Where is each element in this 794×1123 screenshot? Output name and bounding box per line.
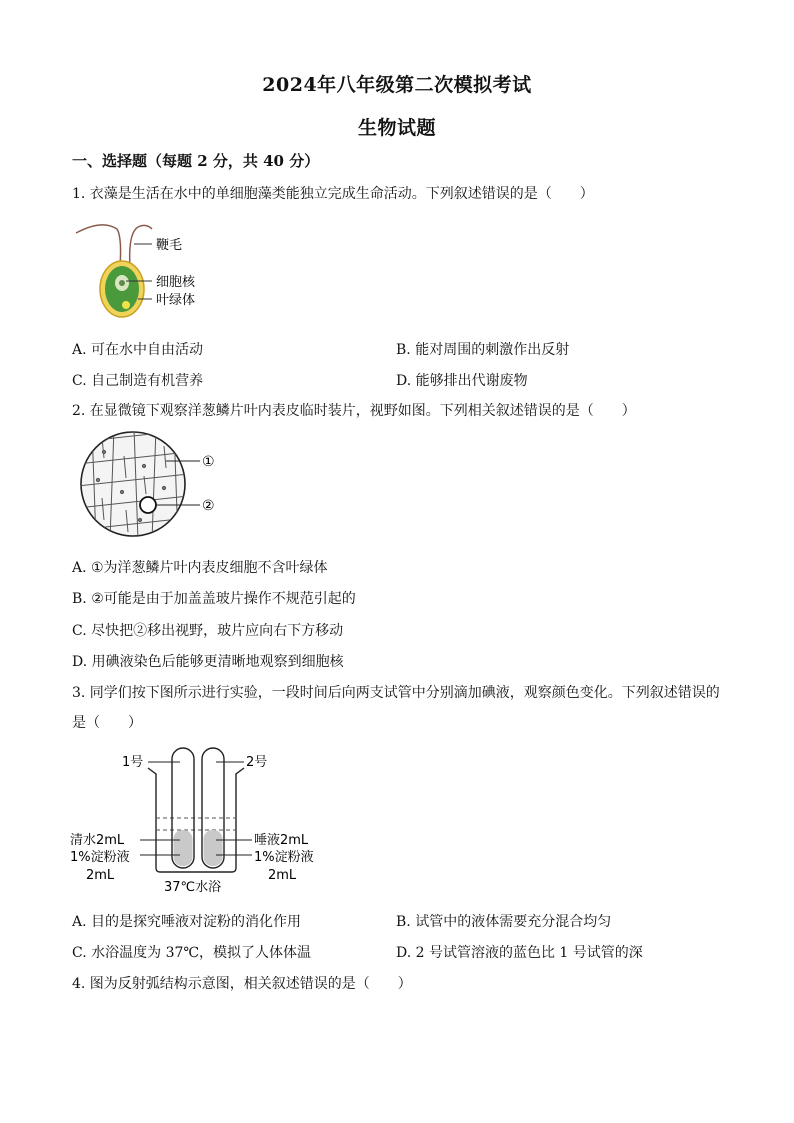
label-starch-right: 1%淀粉液 bbox=[254, 850, 314, 865]
q2-option-b: B. ②可能是由于加盖盖玻片操作不规范引起的 bbox=[72, 591, 356, 607]
marker-2: ② bbox=[202, 498, 215, 514]
label-chloroplast: 叶绿体 bbox=[156, 293, 196, 308]
marker-1: ① bbox=[202, 454, 215, 470]
label-water: 清水2mL bbox=[70, 833, 125, 848]
label-starch-left: 1%淀粉液 bbox=[70, 850, 130, 865]
label-volume-right: 2mL bbox=[268, 868, 297, 883]
question-3-stem-line2: 是（ ） bbox=[72, 715, 142, 731]
label-water-bath: 37℃水浴 bbox=[164, 880, 222, 895]
label-flagella: 鞭毛 bbox=[156, 238, 183, 253]
q3-option-b: B. 试管中的液体需要充分混合均匀 bbox=[396, 914, 612, 930]
label-volume-left: 2mL bbox=[86, 868, 115, 883]
exam-subtitle: 生物试题 bbox=[357, 117, 436, 139]
q2-option-d: D. 用碘液染色后能够更清晰地观察到细胞核 bbox=[72, 654, 344, 670]
section-heading: 一、选择题（每题 2 分，共 40 分） bbox=[72, 152, 320, 170]
question-1-stem: 1. 衣藻是生活在水中的单细胞藻类能独立完成生命活动。下列叙述错误的是（ ） bbox=[72, 186, 594, 202]
question-2-stem: 2. 在显微镜下观察洋葱鳞片叶内表皮临时装片，视野如图。下列相关叙述错误的是（ ） bbox=[72, 403, 636, 419]
label-nucleus: 细胞核 bbox=[156, 275, 196, 290]
label-tube-2: 2号 bbox=[246, 755, 268, 770]
q1-option-b: B. 能对周围的刺激作出反射 bbox=[396, 342, 570, 358]
question-3-stem-line1: 3. 同学们按下图所示进行实验，一段时间后向两支试管中分别滴加碘液，观察颜色变化。下列叙述错误的 bbox=[72, 685, 720, 701]
water-bath-experiment-figure bbox=[68, 740, 338, 900]
chlamydomonas-figure bbox=[72, 215, 212, 325]
q2-option-c: C. 尽快把②移出视野，玻片应向右下方移动 bbox=[72, 623, 344, 639]
q3-option-d: D. 2 号试管溶液的蓝色比 1 号试管的深 bbox=[396, 945, 643, 961]
q1-option-a: A. 可在水中自由活动 bbox=[72, 342, 204, 358]
q2-option-a: A. ①为洋葱鳞片叶内表皮细胞不含叶绿体 bbox=[72, 560, 328, 576]
q3-option-c: C. 水浴温度为 37℃，模拟了人体体温 bbox=[72, 945, 312, 961]
q1-option-d: D. 能够排出代谢废物 bbox=[396, 373, 528, 389]
exam-title: 2024年八年级第二次模拟考试 bbox=[262, 74, 532, 96]
label-saliva: 唾液2mL bbox=[254, 833, 309, 848]
label-tube-1: 1号 bbox=[122, 755, 144, 770]
q1-option-c: C. 自己制造有机营养 bbox=[72, 373, 204, 389]
question-4-stem: 4. 图为反射弧结构示意图，相关叙述错误的是（ ） bbox=[72, 976, 412, 992]
q3-option-a: A. 目的是探究唾液对淀粉的消化作用 bbox=[72, 914, 302, 930]
onion-cell-micrograph-figure bbox=[78, 428, 228, 540]
